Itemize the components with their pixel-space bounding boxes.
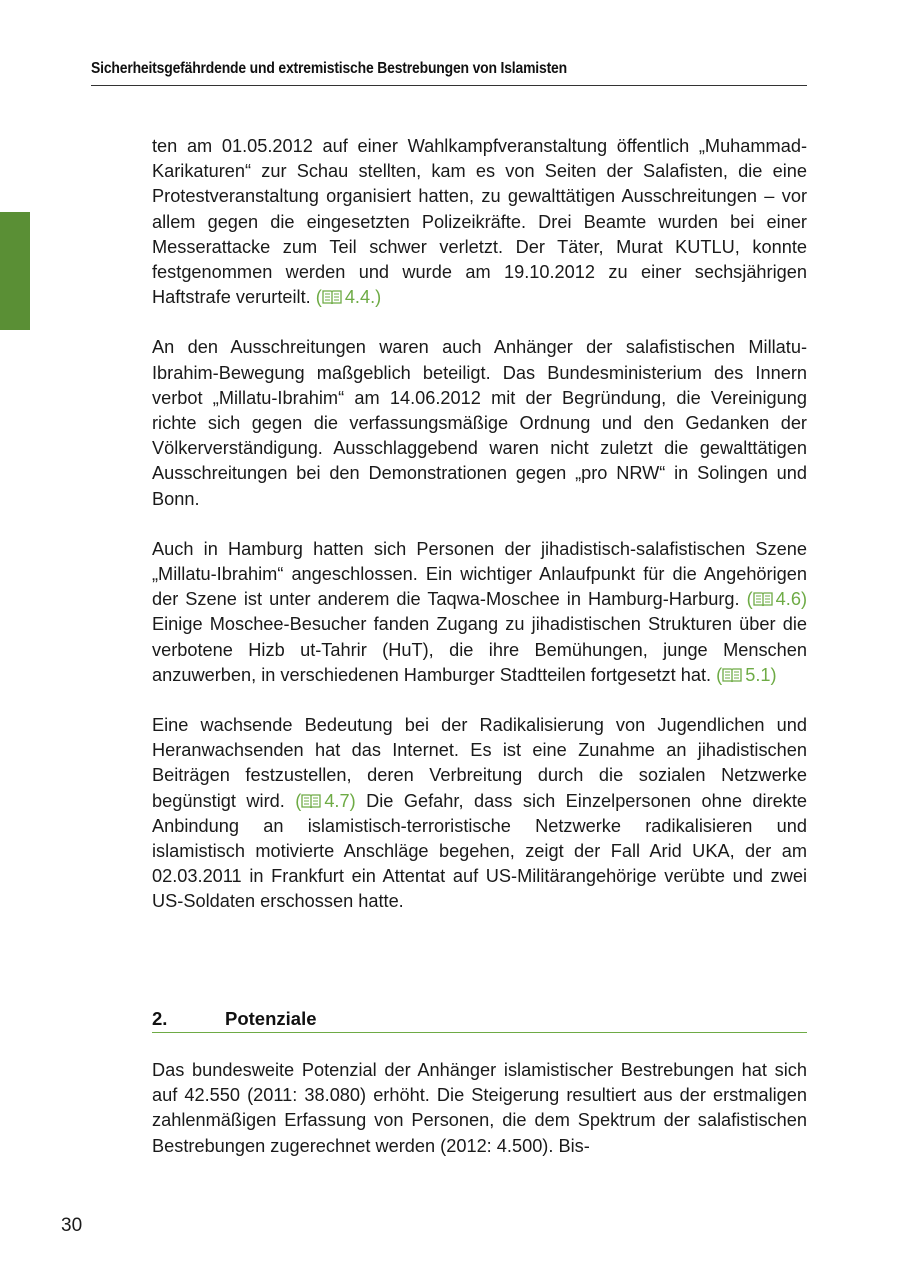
- ref-4-4-label: 4.4.): [344, 287, 382, 308]
- paragraph-3-text-b: Einige Moschee-Besucher fanden Zugang zu jihadistischen Strukturen über die verbotene Hizb ut-Tahrir (HuT), die ihre Bemühungen, junge Menschen anzuwerben, in verschiedenen Hamburger Stadtteilen fortgesetzt hat.: [152, 614, 807, 685]
- open-book-icon: [322, 289, 342, 305]
- paragraph-2: An den Ausschreitungen waren auch Anhänger der salafistischen Millatu-Ibrahim-Bewegung maßgeblich beteiligt. Das Bundesministerium des Innern verbot „Millatu-Ibrahim“ am 14.06.2012 mit der Begründung, die Vereinigung richte sich gegen die verfassungsmäßige Ordnung und den Gedanken der Völkerverständigung. Ausschlaggebend waren nicht zuletzt die gewalttätigen Ausschreitungen bei den Demonstrationen gegen „pro NRW“ in Solingen und Bonn.: [152, 337, 807, 509]
- page-number: 30: [61, 1215, 83, 1236]
- section-number: 2.: [152, 1008, 168, 1029]
- open-book-icon: [301, 793, 321, 809]
- cross-reference-4-4[interactable]: [316, 287, 381, 307]
- ref-4-7-label: 4.7): [324, 790, 356, 811]
- ref-open-paren: (: [315, 287, 322, 308]
- paragraph-1-text: ten am 01.05.2012 auf einer Wahlkampfveranstaltung öffentlich „Muhammad-Karikaturen“ zur Schau stellten, kam es von Seiten der Salafisten, die eine Protestveranstaltung organisiert hatten, zu gewalttätigen Ausschreitungen – vor allem gegen die eingesetzten Polizeikräfte. Drei Beamte wurden bei einer Messerattacke zum Teil schwer verletzt. Der Täter, Murat KUTLU, konnte festgenommen werden und wurde am 19.10.2012 zu einer sechsjährigen Haftstrafe verurteilt.: [152, 136, 807, 308]
- running-header: Sicherheitsgefährdende und extremistische Bestrebungen von Islamisten: [91, 60, 567, 77]
- paragraph-4: [152, 713, 807, 915]
- chapter-side-tab: [0, 212, 30, 330]
- section-body-text: [152, 1058, 807, 1159]
- ref-open-paren: (: [746, 589, 753, 610]
- section-title: Potenziale: [225, 1008, 317, 1029]
- open-book-icon: [753, 591, 773, 607]
- open-book-icon: [722, 667, 742, 683]
- body-text: [152, 134, 807, 915]
- cross-reference-4-7[interactable]: [295, 791, 355, 811]
- ref-open-paren: (: [716, 664, 723, 685]
- paragraph-1: [152, 134, 807, 310]
- section-paragraph: Das bundesweite Potenzial der Anhänger islamistischer Bestrebungen hat sich auf 42.550 (2011: 38.080) erhöht. Die Steigerung resultiert aus der erstmaligen zahlenmäßigen Erfassung von Personen, die dem Spektrum der salafistischen Bestrebungen zugerechnet werden (2012: 4.500). Bis-: [152, 1060, 807, 1156]
- cross-reference-4-6[interactable]: [747, 589, 807, 609]
- ref-open-paren: (: [295, 790, 302, 811]
- paragraph-3-text-a: Auch in Hamburg hatten sich Personen der jihadistisch-salafistischen Szene „Millatu-Ibrahim“ angeschlossen. Ein wichtiger Anlaufpunkt für die Angehörigen der Szene ist unter anderem die Taqwa-Moschee in Hamburg-Harburg.: [152, 538, 807, 610]
- paragraph-4-text-a: Eine wachsende Bedeutung bei der Radikalisierung von Jugendlichen und Heranwachsenden hat das Internet. Es ist eine Zunahme an jihadistischen Beiträgen festzustellen, deren Verbreitung durch die sozialen Netzwerke begünstigt wird.: [152, 715, 807, 811]
- paragraph-4-text-b: Die Gefahr, dass sich Einzelpersonen ohne direkte Anbindung an islamistisch-terroristische Netzwerke radikalisieren und islamistisch motivierte Anschläge begehen, zeigt der Fall Arid UKA, der am 02.03.2011 in Frankfurt ein Attentat auf US-Militärangehörige verübte und zwei US-Soldaten erschossen hatte.: [152, 790, 807, 912]
- ref-5-1-label: 5.1): [745, 664, 777, 685]
- header-rule: [91, 85, 807, 86]
- paragraph-3: [152, 537, 807, 688]
- section-heading: [152, 1008, 807, 1033]
- cross-reference-5-1[interactable]: [716, 665, 776, 685]
- ref-4-6-label: 4.6): [775, 589, 807, 610]
